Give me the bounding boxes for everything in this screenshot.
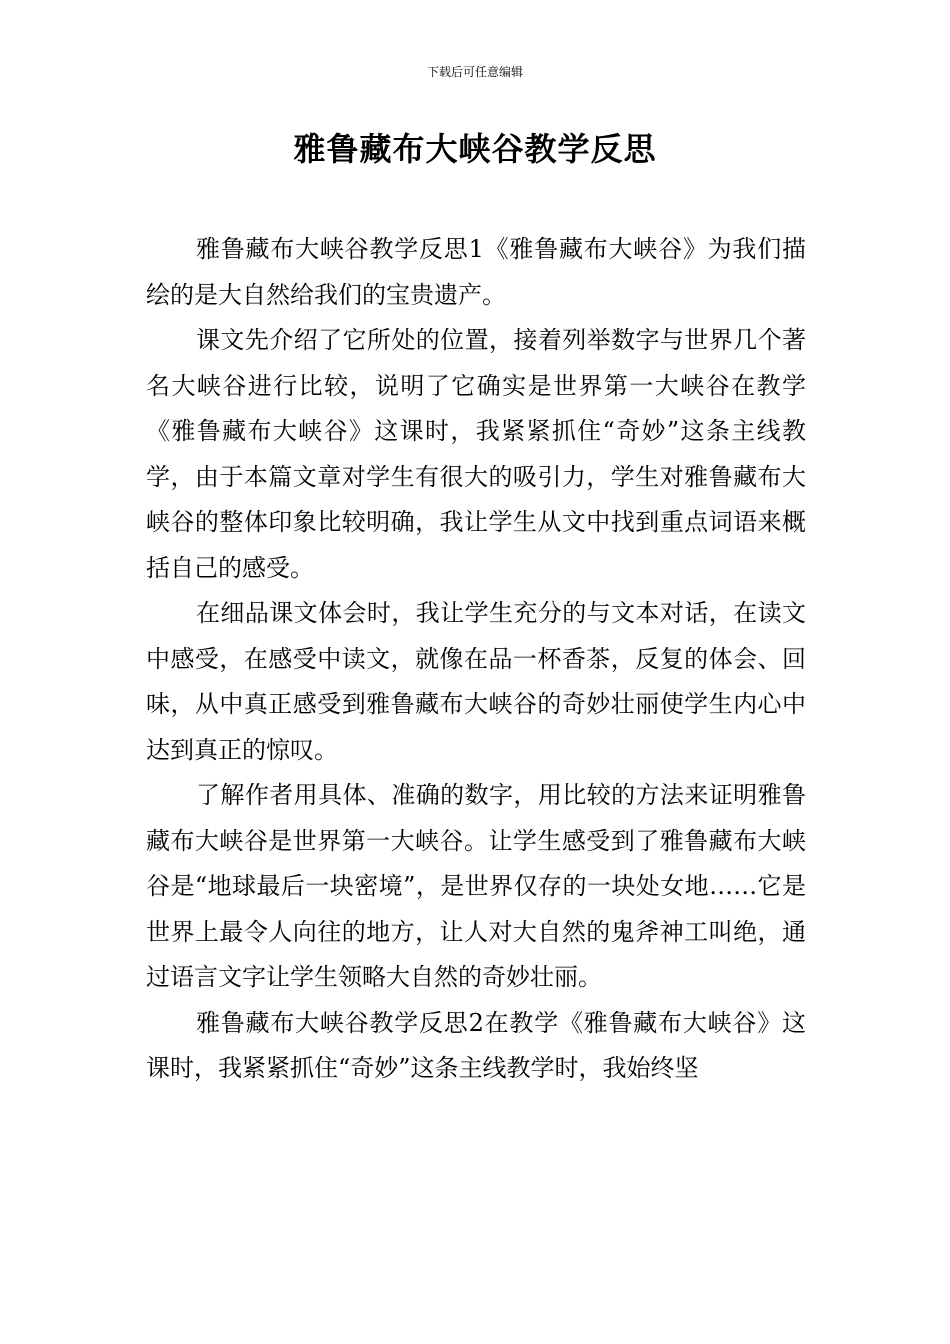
page-header-note: 下载后可任意编辑 <box>426 65 523 79</box>
paragraph-2: 课文先介绍了它所处的位置，接着列举数字与世界几个著名大峡谷进行比较，说明了它确实是世界第一大峡谷在教学《雅鲁藏布大峡谷》这课时，我紧紧抓住“奇妙”这条主线教学，由于本篇文章对学生有很大的吸引力，学生对雅鲁藏布大峡谷的整体印象比较明确，我让学生从文中找到重点词语来概括自己的感受。 <box>146 326 806 582</box>
paragraph-5: 雅鲁藏布大峡谷教学反思2在教学《雅鲁藏布大峡谷》这课时，我紧紧抓住“奇妙”这条主线教学时，我始终坚 <box>146 1008 806 1082</box>
paragraph-4: 了解作者用具体、准确的数字，用比较的方法来证明雅鲁藏布大峡谷是世界第一大峡谷。让学生感受到了雅鲁藏布大峡谷是“地球最后一块密境”，是世界仅存的一块处女地……它是世界上最令人向往的地方，让人对大自然的鬼斧神工叫绝，通过语言文字让学生领略大自然的奇妙壮丽。 <box>146 781 806 991</box>
paragraph-3: 在细品课文体会时，我让学生充分的与文本对话，在读文中感受，在感受中读文，就像在品一杯香茶，反复的体会、回味，从中真正感受到雅鲁藏布大峡谷的奇妙壮丽使学生内心中达到真正的惊叹。 <box>146 599 806 764</box>
document-title: 雅鲁藏布大峡谷教学反思 <box>293 130 657 168</box>
paragraph-1: 雅鲁藏布大峡谷教学反思1《雅鲁藏布大峡谷》为我们描绘的是大自然给我们的宝贵遗产。 <box>146 235 806 309</box>
document-body <box>146 227 806 1092</box>
